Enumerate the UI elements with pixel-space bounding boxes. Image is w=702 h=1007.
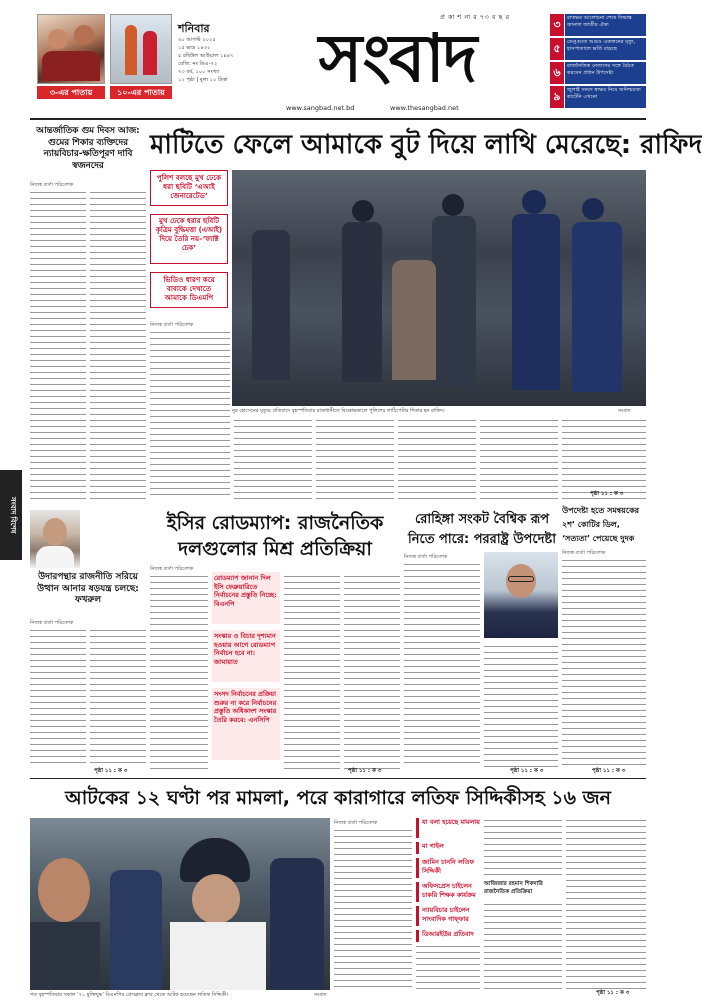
police-figure bbox=[270, 858, 324, 990]
index-item[interactable] bbox=[550, 38, 646, 60]
bottom-body bbox=[334, 828, 412, 992]
gum-story-body bbox=[30, 190, 86, 500]
police-figure bbox=[432, 216, 476, 386]
ec-body bbox=[284, 574, 340, 770]
thumb1-caption[interactable]: ৩-এর পাতায় bbox=[37, 86, 105, 99]
person-face-icon bbox=[38, 858, 90, 922]
index-item[interactable] bbox=[550, 14, 646, 36]
bottom-bullet[interactable]: অফিসপ্রেস চাইলেন চাকরি শিক্ষক কার্যক্রম bbox=[416, 882, 480, 902]
section-rule bbox=[30, 778, 646, 779]
person-body bbox=[30, 922, 100, 990]
index-item[interactable] bbox=[550, 62, 646, 84]
bottom-byline: নিজস্ব বার্তা পরিবেশক bbox=[334, 820, 378, 826]
issue-dates bbox=[178, 36, 248, 84]
ec-body bbox=[344, 574, 400, 770]
ec-bullet[interactable]: সংস্কার ও বিচার দৃশ্যমান হওয়ার আগে রোডম্যাপ নির্বাচন হবে না: জামায়াত bbox=[212, 630, 280, 682]
glasses-icon bbox=[508, 576, 534, 582]
protester-figure bbox=[392, 260, 436, 380]
police-helmet-icon bbox=[442, 194, 464, 216]
lead-story-body bbox=[398, 418, 476, 500]
left-strip-label: সংবাদ বিশেষ bbox=[9, 496, 17, 534]
rohingya-body bbox=[404, 562, 480, 768]
ec-byline: নিজস্ব বার্তা পরিবেশক bbox=[150, 566, 194, 572]
ec-bullets bbox=[212, 572, 280, 772]
byline: নিজস্ব বার্তা পরিবেশক bbox=[150, 322, 194, 328]
bottom-bullet[interactable]: মা গাইল bbox=[416, 842, 480, 854]
lead-page-ref[interactable]: পৃষ্ঠা ১১ : ক ৩ bbox=[590, 491, 624, 497]
rohingya-title-line2[interactable]: নিতে পারে: পররাষ্ট্র উপদেষ্টা bbox=[408, 532, 556, 547]
index-page-number: ৫ bbox=[550, 38, 564, 60]
bottom-bullet[interactable]: জামিন চাননি লতিফ সিদ্দিকী bbox=[416, 858, 480, 878]
date-line: ১৫ ভাদ্র ১৪৩২ bbox=[178, 45, 211, 51]
police-helmet-icon bbox=[522, 190, 546, 214]
ec-body bbox=[150, 574, 208, 770]
police-figure bbox=[110, 870, 162, 990]
side-page-ref[interactable]: পৃষ্ঠা ১১ : ক ৩ bbox=[94, 768, 128, 774]
bottom-body bbox=[416, 944, 480, 992]
bottom-bullet[interactable]: ন্যায়বিচার চাইলেন সাংবাদিক গাফ্ফার bbox=[416, 906, 480, 926]
byline: নিজস্ব বার্তা পরিবেশক bbox=[30, 182, 74, 188]
right-top-body bbox=[562, 418, 646, 420]
gum-day-label[interactable]: আন্তর্জাতিক গুম দিবস আজ: গুমের শিকার ব্যক্তিদের ন্যায়বিচার-ক্ষতিপূরণ দাবি স্বজনদের bbox=[36, 126, 140, 171]
bottom-headline[interactable]: আটকের ১২ ঘণ্টা পর মামলা, পরে কারাগারে লতিফ সিদ্দিকীসহ ১৬ জন bbox=[65, 787, 611, 809]
anniversary-tag: প্র কা শ না র ৭৩ ব ছ র bbox=[440, 13, 510, 21]
police-figure bbox=[512, 214, 560, 390]
ec-bullet[interactable]: সংসদ নির্বাচনের প্রক্রিয়া শুরুর না করে নির্বাচনের প্রস্তুতি অধিকাংশ সংস্কার তৈরি করবে: এনসিপি bbox=[212, 688, 280, 760]
bottom-photo[interactable] bbox=[30, 818, 330, 990]
lead-story-body bbox=[480, 418, 558, 500]
police-helmet-icon bbox=[582, 198, 604, 220]
person-face-icon bbox=[192, 874, 240, 924]
right-title-line1[interactable]: উপদেষ্টা হতে সমন্বয়কের bbox=[562, 506, 640, 515]
index-text: রাতভর আলোচনা শেষে সিদ্ধান্ত জানাল জাতীয় ঐক্য bbox=[565, 14, 646, 36]
bottom-bullet[interactable]: যা বলা হয়েছে মামলায় bbox=[416, 818, 480, 838]
index-text: রাজনৈতিক নেতাদের সঙ্গে বৈঠক করবেন প্রধান উপদেষ্টা bbox=[565, 62, 646, 84]
lead-photo-caption: নুর হোসেনের মৃত্যুর প্রতিবাদে বৃহস্পতিবার রাজধানীতে বিক্ষোভকালে পুলিশের লাঠিপেটার শিকার হন রাফিদ। bbox=[232, 408, 445, 414]
ec-page-ref[interactable]: পৃষ্ঠা ১১ : ক ৩ bbox=[348, 768, 382, 774]
ec-bullet[interactable]: রোডম্যাপ জানান দিল ইসি ফেব্রুয়ারিতে নির্বাচনের প্রস্তুতি নিচ্ছে: বিএনপি bbox=[212, 572, 280, 624]
lead-callouts bbox=[150, 170, 230, 320]
index-text: ডেঙ্গুতে আরও একজনের মৃত্যু, হাসপাতালে ভর্তি বাড়ছে bbox=[565, 38, 646, 60]
police-figure bbox=[342, 222, 382, 382]
web-address-2[interactable]: www.thesangbad.net bbox=[390, 104, 459, 112]
police-helmet-icon bbox=[352, 200, 374, 222]
bottom-bullet[interactable]: ডিআরইউর প্রতিবাদ bbox=[416, 930, 480, 942]
date-line: রেজি: নং ডিএ-৭২ bbox=[178, 61, 218, 67]
index-page-number: ৯ bbox=[550, 86, 564, 108]
rohingya-page-ref[interactable]: পৃষ্ঠা ১১ : ক ৩ bbox=[510, 768, 544, 774]
promo-thumbnail-1[interactable] bbox=[37, 14, 105, 84]
portrait-face-icon bbox=[43, 518, 67, 546]
index-page-number: ৩ bbox=[550, 14, 564, 36]
bottom-photo-caption: গত বৃহস্পতিবার সকাল ‘৭১ মুক্তিযুদ্ধ’ বিএনপির প্রেসক্লাব ক্লাব থেকে আটক হয়েছেন লতিফ সিদ্দিকী। bbox=[30, 992, 229, 998]
lead-story-body bbox=[562, 418, 646, 500]
photo-credit: সংবাদ bbox=[618, 408, 631, 414]
right-body bbox=[562, 558, 646, 768]
promo-thumbnail-2[interactable] bbox=[110, 14, 172, 84]
bottom-body bbox=[566, 818, 646, 992]
portrait-body bbox=[36, 546, 74, 568]
callout-box[interactable]: পুলিশ বলছে মুখ ঢেকে ধরা ছবিটি ‘এআই জেনারেটেড’ bbox=[150, 170, 228, 206]
photo-credit: সংবাদ bbox=[314, 992, 327, 998]
thumb2-caption[interactable]: ১০-এর পাতায় bbox=[110, 86, 172, 99]
bottom-page-ref[interactable]: পৃষ্ঠা ১১ : ক ৩ bbox=[596, 990, 630, 996]
right-title-line2[interactable]: ২শ’ কোটির ডিল, bbox=[562, 520, 620, 529]
web-address-1[interactable]: www.sangbad.net.bd bbox=[286, 104, 355, 112]
callout-box[interactable]: ভিডিও ধারণ করে বাবাকে দেখাতে আমাকে ডিএমপি bbox=[150, 272, 228, 308]
index-page-number: ৬ bbox=[550, 62, 564, 84]
masthead-area bbox=[0, 0, 650, 122]
person-body bbox=[170, 922, 266, 990]
date-line: ৩০ আগস্ট ২০২৫ bbox=[178, 37, 216, 43]
rohingya-photo[interactable] bbox=[484, 552, 558, 638]
date-line: ১২ পৃষ্ঠা | মূল্য ১০ টাকা bbox=[178, 77, 228, 83]
trophy-icon bbox=[125, 25, 137, 75]
bottom-body bbox=[484, 902, 562, 992]
side-story-body bbox=[30, 628, 86, 768]
rohingya-body bbox=[484, 644, 558, 768]
player-figure-icon bbox=[143, 31, 157, 75]
side-story-photo[interactable] bbox=[30, 510, 80, 568]
lead-headline[interactable]: মাটিতে ফেলে আমাকে বুট দিয়ে লাথি মেরেছে: রাফিদ bbox=[150, 130, 702, 160]
right-title-line3[interactable]: ‘সত্যতা’ পেয়েছে দুদক bbox=[562, 534, 635, 543]
side-story-title[interactable]: উদারপন্থার রাজনীতি সরিয়ে উত্থান আনার ষড়যন্ত্র চলছে: ফখরুল bbox=[37, 572, 139, 605]
lead-story-body bbox=[316, 418, 394, 500]
right-byline: নিজস্ব বার্তা পরিবেশক bbox=[562, 550, 606, 556]
gum-story-body-2 bbox=[90, 190, 146, 500]
person-figure-icon bbox=[48, 29, 68, 49]
index-box bbox=[550, 14, 646, 110]
figure-body bbox=[42, 51, 100, 81]
rohingya-title-line1[interactable]: রোহিঙ্গা সংকট বৈশ্বিক রূপ bbox=[414, 512, 550, 527]
date-line: ৫ রবিউল আউয়াল ১৪৪৭ bbox=[178, 53, 234, 59]
right-page-ref[interactable]: পৃষ্ঠা ১১ : ক ৩ bbox=[592, 768, 626, 774]
callout-box[interactable]: মুখ ঢেকে ধরার ছবিটি কৃত্রিম বুদ্ধিমত্তা (এআই) দিয়ে তৈরি নয়–‘ফ্যাক্ট চেক’ bbox=[150, 214, 228, 264]
lead-photo[interactable] bbox=[232, 170, 646, 406]
index-text: জুলাই সনদে স্বাক্ষর নিয়ে অনিশ্চয়তা কাটেনি এখনো bbox=[565, 86, 646, 108]
bottom-sub-title[interactable]: আজিজার রহমান শিকদারি রাজনৈতিক প্রতিক্রিয়া bbox=[484, 881, 543, 895]
side-story-body bbox=[90, 628, 146, 768]
rohingya-byline: নিজস্ব বার্তা পরিবেশক bbox=[404, 554, 448, 560]
side-story-byline: নিজস্ব বার্তা পরিবেশক bbox=[30, 620, 74, 626]
index-item[interactable] bbox=[550, 86, 646, 108]
masthead-rule bbox=[30, 118, 646, 120]
issue-day: শনিবার bbox=[178, 22, 210, 35]
police-figure bbox=[572, 222, 622, 392]
police-figure bbox=[252, 230, 290, 380]
ec-title-line1[interactable]: ইসির রোডম্যাপ: রাজনৈতিক bbox=[166, 512, 384, 534]
bottom-body bbox=[484, 818, 562, 878]
left-vertical-strip bbox=[0, 470, 22, 560]
ec-title-line2[interactable]: দলগুলোর মিশ্র প্রতিক্রিয়া bbox=[178, 538, 372, 560]
person-figure-icon bbox=[74, 25, 94, 45]
lead-story-body bbox=[234, 418, 312, 500]
date-line: ৭৩ বর্ষ, ১০০ সংখ্যা bbox=[178, 69, 220, 75]
masthead-logo: সংবাদ bbox=[318, 20, 476, 97]
lead-story-body bbox=[150, 330, 230, 500]
